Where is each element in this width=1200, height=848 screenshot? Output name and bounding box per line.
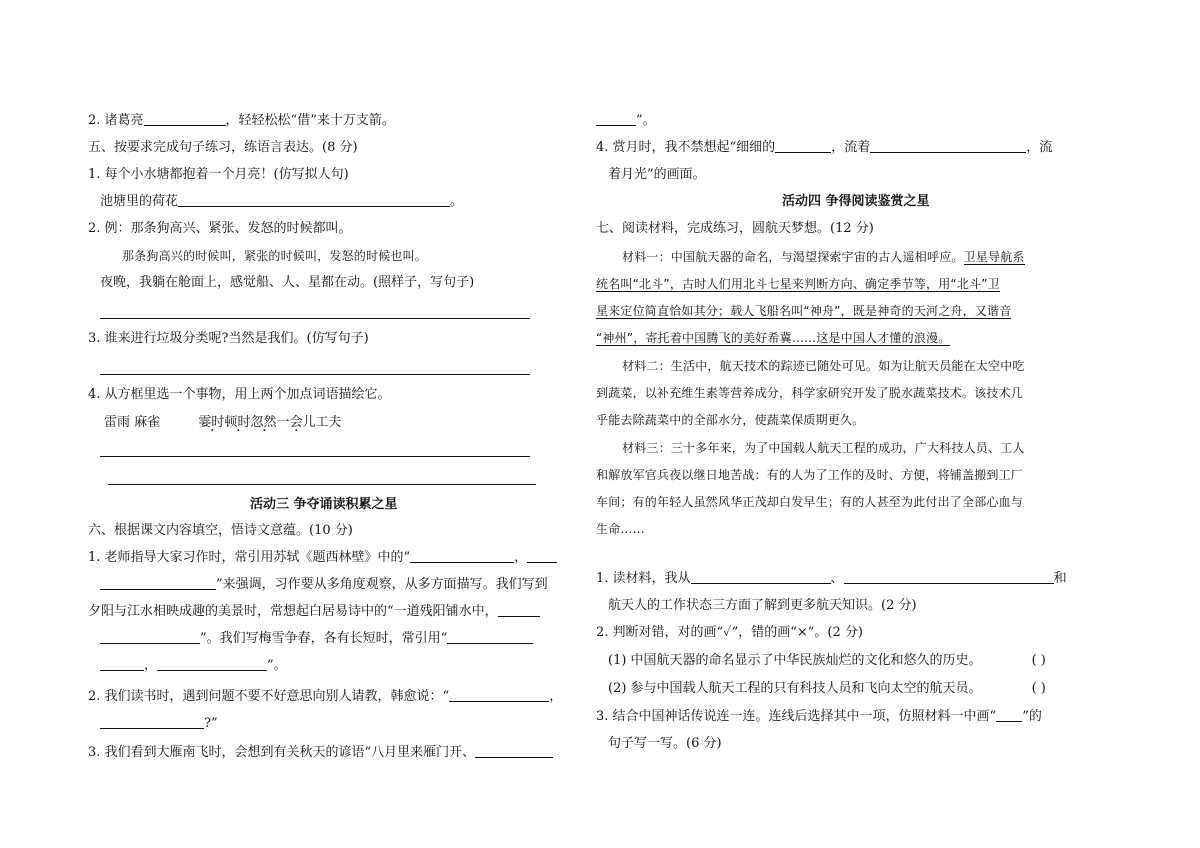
q6-2-line-b: ?” bbox=[100, 715, 218, 733]
q7-3-line-b: 句子写一写。(6 分) bbox=[608, 736, 722, 751]
judge-paren[interactable]: ( ) bbox=[1031, 681, 1046, 696]
q6-1-line-b: ”来强调，习作要从多角度观察，从多方面描写。我们写到 bbox=[100, 576, 548, 594]
q6-1-line-d: ”。我们写梅雪争春，各有长短时，常引用“ bbox=[100, 630, 533, 648]
answer-blank[interactable] bbox=[100, 630, 200, 644]
activity-4-title: 活动四 争得阅读鉴赏之星 bbox=[782, 194, 930, 209]
q7-2-item-1: (1) 中国航天器的命名显示了中华民族灿烂的文化和悠久的历史。 ( ) bbox=[608, 653, 1046, 668]
answer-blank[interactable] bbox=[475, 744, 553, 758]
box-things: 雷雨 麻雀 bbox=[104, 415, 161, 430]
answer-line[interactable] bbox=[100, 374, 530, 375]
answer-line[interactable] bbox=[100, 318, 530, 319]
q7-2-prompt: 2. 判断对错，对的画“✓”，错的画“×”。(2 分) bbox=[596, 625, 863, 640]
q7-2-item-2: (2) 参与中国载人航天工程的只有科技人员和飞向太空的航天员。 ( ) bbox=[608, 681, 1046, 696]
q5-1-prompt: 1. 每个小水塘都抱着一个月亮！(仿写拟人句) bbox=[88, 167, 349, 182]
answer-blank[interactable] bbox=[100, 715, 204, 729]
q6-4-line-a: 4. 赏月时，我不禁想起“细细的 ，流着 ，流 bbox=[596, 140, 1053, 155]
q6-2-line-a: 2. 我们读书时，遇到问题不要不好意思向别人请教，韩愈说：“ ， bbox=[88, 689, 563, 704]
material-1-line-2: 统名叫“北斗”，古时人们用北斗七星来判断方向、确定季节等，用“北斗”卫 bbox=[596, 277, 1000, 291]
q5-2-example-sentence: 那条狗高兴的时候叫，紧张的时候叫，发怒的时候也叫。 bbox=[122, 249, 428, 263]
q6-1-line-c: 夕阳与江水相映成趣的美景时，常想起白居易诗中的“一道残阳铺水中， bbox=[88, 603, 540, 621]
judge-paren[interactable]: ( ) bbox=[1031, 653, 1046, 668]
activity-3-title: 活动三 争夺诵读积累之星 bbox=[250, 497, 398, 512]
answer-blank[interactable] bbox=[844, 570, 1054, 584]
answer-blank[interactable] bbox=[498, 603, 540, 617]
answer-blank[interactable] bbox=[449, 688, 549, 702]
q6-3-line: 3. 我们看到大雁南飞时，会想到有关秋天的谚语“八月里来雁门开、 bbox=[88, 744, 553, 762]
answer-blank[interactable] bbox=[100, 576, 216, 590]
word-box bbox=[104, 414, 342, 432]
material-3-line-2: 和解放军官兵夜以继日地苦战：有的人为了工作的及时、方便，将铺盖搬到工厂 bbox=[596, 468, 1024, 482]
underline-sample bbox=[996, 708, 1022, 722]
q5-2-example: 2. 例：那条狗高兴、紧张、发怒的时候都叫。 bbox=[88, 221, 352, 236]
answer-blank[interactable] bbox=[410, 549, 514, 563]
q7-1-line-a: 1. 读材料，我从 、 和 bbox=[596, 571, 1067, 586]
answer-blank[interactable] bbox=[870, 139, 1026, 153]
material-3-line-1: 材料三：三十多年来，为了中国载人航天工程的成功，广大科技人员、工人 bbox=[622, 441, 1025, 455]
q7-3-line-a: 3. 结合中国神话传说连一连。连线后选择其中一项，仿照材料一中画“ ”的 bbox=[596, 709, 1042, 724]
box-word: 忽然 bbox=[250, 415, 277, 430]
section-6-heading: 六、根据课文内容填空，悟诗文意蕴。(10 分) bbox=[88, 523, 353, 538]
answer-blank[interactable] bbox=[178, 193, 450, 207]
answer-line[interactable] bbox=[100, 456, 530, 457]
q7-1-line-b: 航天人的工作状态三方面了解到更多航天知识。(2 分) bbox=[608, 598, 917, 613]
material-1-line-4: “神州”，寄托着中国腾飞的美好希冀……这是中国人才懂的浪漫。 bbox=[596, 331, 951, 345]
box-word: 霎时 bbox=[198, 415, 225, 430]
section-7-heading: 七、阅读材料，完成练习，圆航天梦想。(12 分) bbox=[596, 221, 874, 236]
q5-2-line: 2. 诸葛亮 ，轻轻松松“借”来十万支箭。 bbox=[88, 113, 395, 128]
q5-4-prompt: 4. 从方框里选一个事物，用上两个加点词语描绘它。 bbox=[88, 387, 391, 402]
answer-blank[interactable] bbox=[157, 657, 267, 671]
answer-blank[interactable] bbox=[100, 657, 144, 671]
answer-line[interactable] bbox=[108, 484, 536, 485]
q5-3-prompt: 3. 谁来进行垃圾分类呢?当然是我们。(仿写句子) bbox=[88, 331, 369, 346]
box-word: 一会儿 bbox=[276, 415, 316, 430]
material-2-line-2: 到蔬菜，以补充维生素等营养成分，科学家研究开发了脱水蔬菜技术。该技术几 bbox=[596, 386, 1024, 400]
q6-4-line-b: 着月光”的画面。 bbox=[608, 167, 706, 182]
answer-blank[interactable] bbox=[691, 570, 831, 584]
material-1-line-3: 星来定位简直恰如其分；载人飞船名叫“神舟”，既是神奇的天河之舟，又谐音 bbox=[596, 304, 1012, 318]
box-word: 顿时 bbox=[224, 415, 251, 430]
box-word: 工夫 bbox=[315, 415, 342, 430]
q6-1-line-a: 1. 老师指导大家习作时，常引用苏轼《题西林壁》中的“ ， bbox=[88, 549, 557, 567]
q6-3-continuation: ”。 bbox=[596, 112, 656, 130]
q5-2-task: 夜晚，我躺在舱面上，感觉船、人、星都在动。(照样子，写句子) bbox=[100, 275, 475, 290]
answer-blank[interactable] bbox=[527, 549, 557, 563]
material-2-line-1: 材料二：生活中，航天技术的踪迹已随处可见。如为让航天员能在太空中吃 bbox=[622, 359, 1025, 373]
material-3-line-4: 生命…… bbox=[596, 522, 645, 536]
underlined-sentence: 卫星导航系 bbox=[963, 250, 1025, 264]
answer-blank[interactable] bbox=[144, 112, 226, 126]
answer-blank[interactable] bbox=[596, 112, 636, 126]
material-1-line-1: 材料一：中国航天器的命名，与渴望探索宇宙的古人遥相呼应。卫星导航系 bbox=[622, 250, 1025, 264]
q5-1-answer-line: 池塘里的荷花 。 bbox=[100, 194, 464, 209]
answer-blank[interactable] bbox=[775, 139, 831, 153]
q6-1-line-e: ， ”。 bbox=[100, 657, 287, 675]
answer-blank[interactable] bbox=[447, 630, 533, 644]
material-2-line-3: 乎能去除蔬菜中的全部水分，使蔬菜保质期更久。 bbox=[596, 413, 865, 427]
material-3-line-3: 车间；有的年轻人虽然风华正茂却白发早生；有的人甚至为此付出了全部心血与 bbox=[596, 495, 1024, 509]
section-5-heading: 五、按要求完成句子练习，练语言表达。(8 分) bbox=[88, 140, 358, 155]
